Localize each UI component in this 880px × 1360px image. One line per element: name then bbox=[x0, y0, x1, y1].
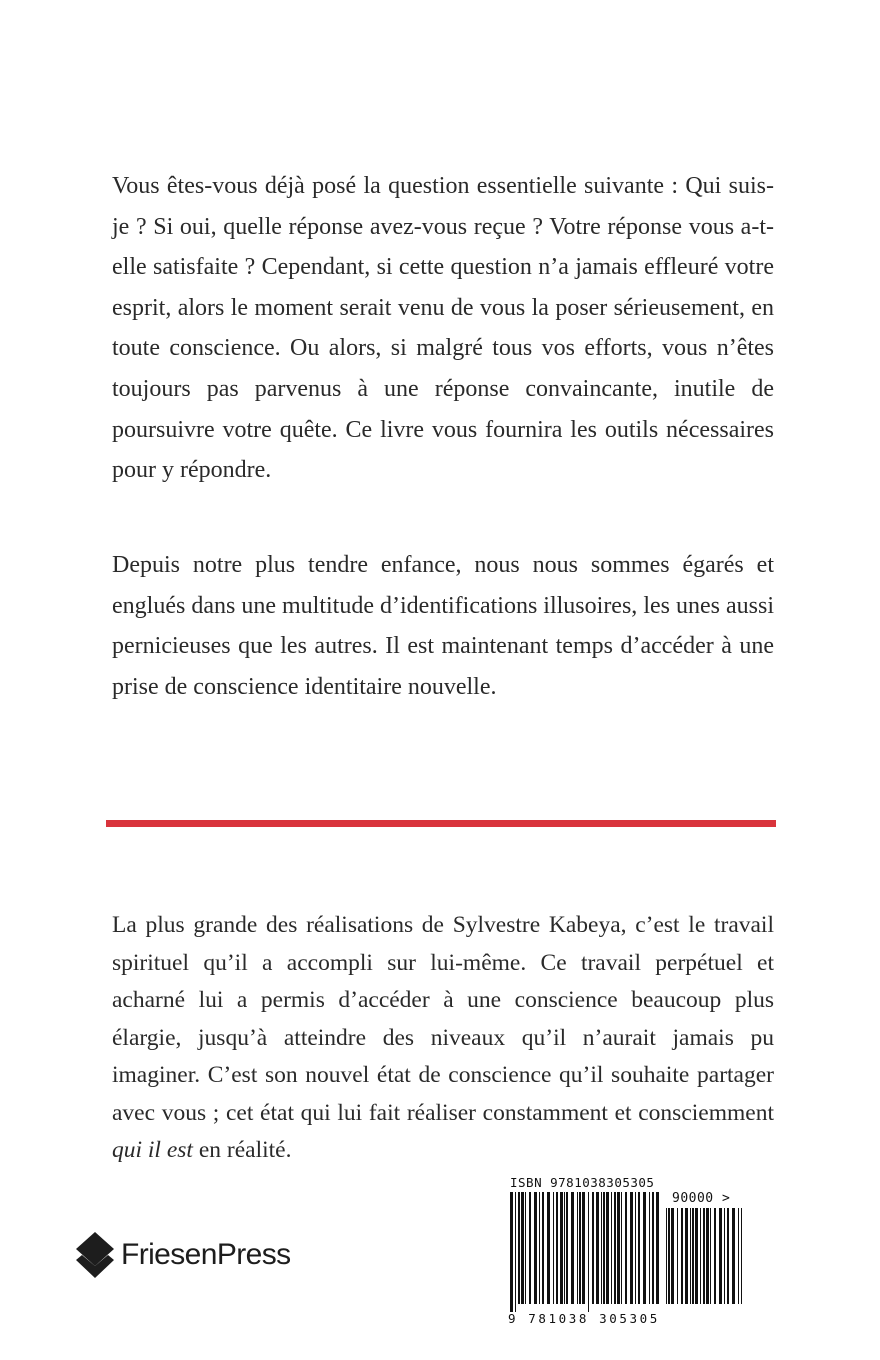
barcode-bar bbox=[539, 1192, 540, 1304]
barcode-bar bbox=[741, 1208, 742, 1304]
barcode-bar bbox=[596, 1192, 599, 1304]
author-bio bbox=[112, 907, 774, 1170]
barcode-bar bbox=[534, 1192, 537, 1304]
barcode-bar bbox=[710, 1208, 711, 1304]
red-divider bbox=[106, 820, 776, 827]
barcode-bar bbox=[542, 1192, 544, 1304]
barcode-bar bbox=[714, 1208, 716, 1304]
barcode-bar bbox=[614, 1192, 616, 1304]
barcode-bar bbox=[547, 1192, 550, 1304]
barcode-bar bbox=[738, 1208, 739, 1304]
barcode-bar bbox=[692, 1208, 694, 1304]
barcode-bar bbox=[695, 1208, 698, 1304]
barcode-bar bbox=[656, 1192, 659, 1304]
barcode-bar bbox=[510, 1192, 513, 1312]
barcode-bar bbox=[727, 1208, 729, 1304]
isbn-label: ISBN 9781038305305 bbox=[510, 1175, 655, 1190]
barcode-bar bbox=[685, 1208, 688, 1304]
barcode-bar bbox=[649, 1192, 650, 1304]
barcode-bar bbox=[582, 1192, 585, 1304]
barcode-main-bars bbox=[510, 1192, 660, 1312]
author-bio-text: La plus grande des réalisations de Sylvestre Kabeya, c’est le travail spirituel qu’il a accompli sur lui-même. Ce travail perpétuel et acharné lui a permis d’accéder à une conscience beaucoup plus élargie, jusqu’à atteindre des niveaux qu’il n’aurait jamais pu imaginer. C’est son nouvel état de conscience qu’il souhaite partager avec vous ; cet état qui lui fait réaliser constamment et consciemment bbox=[112, 912, 774, 1126]
barcode-bar bbox=[652, 1192, 654, 1304]
author-bio-text-end: en réalité. bbox=[192, 1137, 292, 1163]
barcode-bar bbox=[677, 1208, 678, 1304]
barcode-bar bbox=[611, 1192, 612, 1304]
barcode-bar bbox=[560, 1192, 563, 1304]
barcode-bar bbox=[621, 1192, 622, 1304]
barcode-bar bbox=[666, 1208, 667, 1304]
barcode-addon-bars bbox=[666, 1208, 742, 1312]
blurb-paragraph-2: Depuis notre plus tendre enfance, nous nous sommes égarés et englués dans une multitude d’identifications illusoires, les unes aussi pernicieuses que les autres. Il est maintenant temps d’accéder à une prise de conscience identitaire nouvelle. bbox=[112, 552, 774, 700]
barcode-bar bbox=[703, 1208, 705, 1304]
barcode-bar bbox=[529, 1192, 531, 1304]
barcode-bar bbox=[724, 1208, 725, 1304]
barcode-bar bbox=[700, 1208, 701, 1304]
barcode-bar bbox=[564, 1192, 565, 1304]
barcode-bar bbox=[671, 1208, 674, 1304]
barcode-bar bbox=[579, 1192, 581, 1304]
barcode-bar bbox=[706, 1208, 709, 1304]
barcode-bar bbox=[592, 1192, 594, 1304]
barcode-bar bbox=[625, 1192, 627, 1304]
barcode-bar bbox=[556, 1192, 558, 1304]
barcode-bar bbox=[518, 1192, 520, 1304]
barcode-bar bbox=[668, 1208, 670, 1304]
isbn-barcode bbox=[503, 1168, 763, 1328]
barcode-bar bbox=[553, 1192, 554, 1304]
barcode-bar bbox=[690, 1208, 691, 1304]
barcode-bar bbox=[515, 1192, 516, 1312]
barcode-bar bbox=[577, 1192, 578, 1304]
blurb-paragraph-1: Vous êtes-vous déjà posé la question essentielle suivante : Qui suis-je ? Si oui, quelle réponse avez-vous reçue ? Votre réponse vous a-t-elle satisfaite ? Cependant, si cette question n’a jamais effleuré votre esprit, alors le moment serait venu de vous la poser sérieusement, en toute conscience. Ou alors, si malgré tous vos efforts, vous n’êtes toujours pas parvenus à une réponse convaincante, inutile de poursuivre votre quête. Ce livre vous fournira les outils nécessaires pour y répondre. bbox=[112, 173, 774, 484]
barcode-bar bbox=[681, 1208, 683, 1304]
price-code: 90000 > bbox=[672, 1191, 731, 1206]
barcode-bar bbox=[525, 1192, 526, 1304]
barcode-bar bbox=[521, 1192, 524, 1304]
barcode-bar bbox=[630, 1192, 633, 1304]
barcode-bar bbox=[606, 1192, 609, 1304]
barcode-bar bbox=[719, 1208, 722, 1304]
barcode-bar bbox=[588, 1192, 589, 1312]
barcode-bar bbox=[566, 1192, 568, 1304]
barcode-bar bbox=[732, 1208, 735, 1304]
publisher-name: FriesenPress bbox=[121, 1238, 291, 1271]
isbn-digits: 9 781038 305305 bbox=[508, 1311, 660, 1326]
barcode-bar bbox=[635, 1192, 636, 1304]
barcode-bar bbox=[601, 1192, 602, 1304]
publisher-logo bbox=[76, 1232, 291, 1278]
barcode-bar bbox=[617, 1192, 620, 1304]
author-bio-emphasis: qui il est bbox=[112, 1137, 193, 1163]
publisher-logo-icon bbox=[76, 1232, 114, 1278]
barcode-bar bbox=[571, 1192, 574, 1304]
barcode-bar bbox=[603, 1192, 605, 1304]
barcode-bar bbox=[643, 1192, 646, 1304]
barcode-bar bbox=[638, 1192, 640, 1304]
